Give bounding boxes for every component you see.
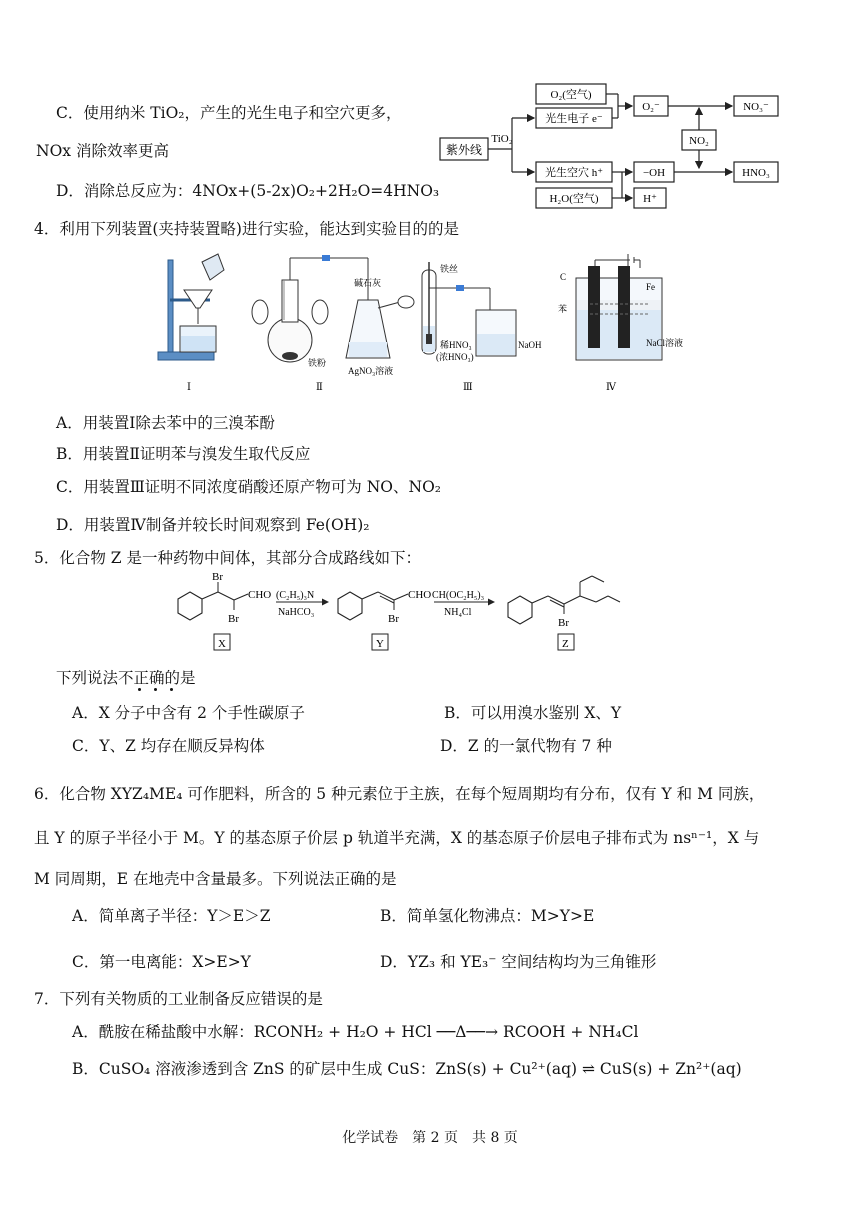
apparatus-figure xyxy=(150,250,710,400)
y-cho: CHO xyxy=(408,589,432,601)
oh-label: −OH xyxy=(642,167,666,179)
q7-option-a: A．酰胺在稀盐酸中水解：RCONH₂ + H₂O + HCl ──Δ──→ RCOOH + NH₄Cl xyxy=(72,1023,639,1041)
q5-stem: 5．化合物 Z 是一种药物中间体，其部分合成路线如下： xyxy=(34,549,421,567)
q6-option-c: C．第一电离能：X>E>Y xyxy=(72,953,251,971)
q4-option-a: A．用装置Ⅰ除去苯中的三溴苯酚 xyxy=(56,414,275,432)
hplus-label: H⁺ xyxy=(643,193,657,205)
q4-stem: 4．利用下列装置(夹持装置略)进行实验，能达到实验目的的是 xyxy=(34,220,459,238)
tiefen-label: 铁粉 xyxy=(308,358,327,368)
fig2-label: Ⅱ xyxy=(316,382,323,393)
naoh-label: NaOH xyxy=(518,340,542,350)
q3-option-d: D．消除总反应为：4NOx+(5-2x)O₂+2H₂O=4HNO₃ xyxy=(56,182,440,200)
x-br1: Br xyxy=(212,571,223,583)
q4-option-c: C．用装置Ⅲ证明不同浓度硝酸还原产物可为 NO、NO₂ xyxy=(56,478,441,496)
q6-line1: 6．化合物 XYZ₄ME₄ 可作肥料，所含的 5 种元素位于主族，在每个短周期均有分布，仅有 Y 和 M 同族， xyxy=(34,785,765,803)
fig4-label: Ⅳ xyxy=(606,382,616,393)
label-y: Y xyxy=(376,638,384,650)
synthesis-scheme xyxy=(168,568,668,656)
h2o-air-label: H₂O(空气) xyxy=(549,193,599,205)
q3-option-c-line2: NOx 消除效率更高 xyxy=(36,142,169,160)
hno3-label: HNO₃ xyxy=(742,167,770,179)
q5-option-d: D．Z 的一氯代物有 7 种 xyxy=(440,737,612,755)
q5-option-c: C．Y、Z 均存在顺反异构体 xyxy=(72,737,265,755)
q7-option-b: B．CuSO₄ 溶液渗透到含 ZnS 的矿层中生成 CuS：ZnS(s) + Cu²⁺(aq) ⇌ CuS(s) + Zn²⁺(aq) xyxy=(72,1060,742,1078)
emphasis-dot xyxy=(170,688,173,691)
no3-minus-label: NO₃⁻ xyxy=(743,101,769,113)
q4-option-b: B．用装置Ⅱ证明苯与溴发生取代反应 xyxy=(56,445,311,463)
apparatus-3 xyxy=(422,262,542,393)
apparatus-1 xyxy=(158,254,224,393)
q3-option-c-line1: C．使用纳米 TiO₂，产生的光生电子和空穴更多， xyxy=(56,104,402,122)
label-z: Z xyxy=(562,638,569,650)
mechanism-diagram xyxy=(430,74,790,216)
emphasis-dot xyxy=(138,688,141,691)
z-br: Br xyxy=(558,617,569,629)
q5-sub: 下列说法不正确的是 xyxy=(56,669,196,687)
electron-label: 光生电子 e⁻ xyxy=(545,113,603,125)
reagent1-top: (C₂H₅)₃N xyxy=(276,590,315,601)
x-br2: Br xyxy=(228,613,239,625)
reagent2-bottom: NH₄Cl xyxy=(444,607,472,618)
q5-option-a: A．X 分子中含有 2 个手性碳原子 xyxy=(72,704,305,722)
q6-line2: 且 Y 的原子半径小于 M。Y 的基态原子价层 p 轨道半充满，X 的基态原子价层电子排布式为 nsⁿ⁻¹，X 与 xyxy=(34,829,760,847)
c-electrode-label: C xyxy=(560,272,567,282)
q6-line3: M 同周期，E 在地壳中含量最多。下列说法正确的是 xyxy=(34,870,397,888)
fe-electrode-label: Fe xyxy=(646,282,655,292)
nacl-label: NaCl溶液 xyxy=(646,338,683,348)
no2-label: NO₂ xyxy=(689,135,709,147)
emphasis-dot xyxy=(154,688,157,691)
tio2-label: TiO₂ xyxy=(491,133,513,145)
q6-option-a: A．简单离子半径：Y＞E＞Z xyxy=(72,907,271,925)
hole-label: 光生空穴 h⁺ xyxy=(544,167,604,179)
fig1-label: Ⅰ xyxy=(187,382,191,393)
jianshihui-label: 碱石灰 xyxy=(354,278,382,288)
q6-option-d: D．YZ₃ 和 YE₃⁻ 空间结构均为三角锥形 xyxy=(380,953,657,971)
fig3-label: Ⅲ xyxy=(463,382,473,393)
label-x: X xyxy=(218,638,226,650)
o2-air-label: O₂(空气) xyxy=(550,89,592,101)
page-footer: 化学试卷 第 2 页 共 8 页 xyxy=(342,1130,518,1146)
x-cho: CHO xyxy=(248,589,272,601)
q7-stem: 7．下列有关物质的工业制备反应错误的是 xyxy=(34,990,323,1008)
o2-minus-label: O₂⁻ xyxy=(642,101,660,113)
reagent1-bottom: NaHCO₃ xyxy=(278,607,315,618)
apparatus-4 xyxy=(558,254,683,393)
uv-label: 紫外线 xyxy=(445,143,483,157)
q5-option-b: B．可以用溴水鉴别 X、Y xyxy=(444,704,622,722)
ben-label: 苯 xyxy=(558,304,568,314)
nonghno3-label: (浓HNO₃) xyxy=(436,352,474,362)
q4-option-d: D．用装置Ⅳ制备并较长时间观察到 Fe(OH)₂ xyxy=(56,516,370,534)
apparatus-2 xyxy=(252,255,414,393)
xihno3-label: 稀HNO₃ xyxy=(440,340,472,350)
y-br: Br xyxy=(388,613,399,625)
tiesi-label: 铁丝 xyxy=(440,264,459,274)
agno3-label: AgNO₃溶液 xyxy=(348,366,394,376)
reagent2-top: CH(OC₂H₅)₃ xyxy=(432,590,485,601)
q6-option-b: B．简单氢化物沸点：M>Y>E xyxy=(380,907,595,925)
